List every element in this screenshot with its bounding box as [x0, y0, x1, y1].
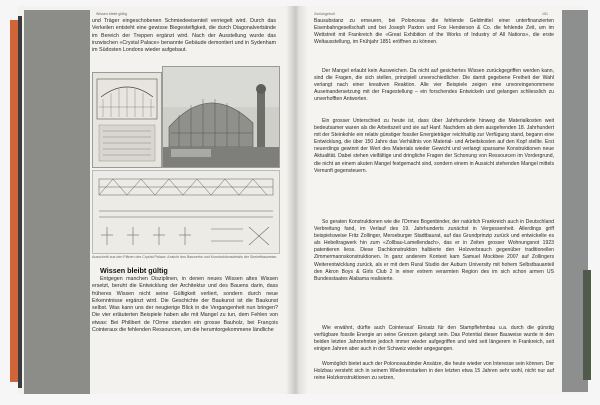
right-paragraph-5: Wie erwähnt, dürfte auch Cointeraux' Einsatz für den Stampflehmbau u.a. durch die günstig verfügbare fossile Energie an seine Grenzen gelangt sein. Das Potential dieser Bauweise wurde in den beiden letzten Jahrzehnten jedoch immer wieder aufgegriffen und wird seit längerem in Frankreich, seit einigen Jahren aber auch in der Schweiz wieder angegangen. — [314, 325, 554, 353]
engraving-figure — [92, 72, 162, 168]
left-body-paragraph: Entgegen manchen Disziplinen, in denen neues Wissen altes Wissen ersetzt, beruht die Entwicklung der Architektur und des Bauens darin, dass früheres Wissen nicht seine Gültigkeit verliert, sondern durch neue Erkenntnisse ergänzt wird. Die Geschichte der Baukunst ist die Baukunst selbst. Was kann uns der neugierige Blick in die Vergangenheit nun bringen? Die vier erläuterten Beispiele haben alle mit Mangel zu tun, dem Fehlen von etwas: Bei Philibert de l'Orme standen ein grosse Bauholz, bei François Cointeraux die fehlenden Ressourcen, um die herumtorgekommene ländliche — [92, 276, 278, 334]
right-paragraph-4: So geraten Konstruktionen wie die l'Ormes Bogenbinder, der natürlich Frankreich auch in Deutschland Verbreitung fand, im Verlauf des 19. Jahrhunderts zunächst in Vergessenheit. Allerdings griff beispielsweise Fritz Zollinger, Merseburger Stadtbaurat, auf das Grundprinzip zurück und entwickelte es als Hebeltragwerk hin zum «Zollbau-Lamellendach», das er in Zeiten grosser Wohnungsnot 1923 patentieren liess. Diese Dachkonstruktion halbierte den Holzverbrauch gegenüber traditionellen Zimmermannskonstruktionen. In ganz anderem Kontext kam Samuel Mockbee 2007 auf Zollingers Weiterentwicklung zurück, als er mit dem Rural Studio der Auburn University mit hohem Selbstbauanteil den Akron Boys & Girls Club 2 in einer extrem verarmten Region des im sich schon armen US Bundesstaates Alabama realisierte. — [314, 219, 554, 282]
right-paragraph-6: Womöglich bietet auch der Polonceaubinder Ansätze, die heute wieder von Interesse sein können. Der Holzbau versteht sich in seinem Wiedererstarken in den letzten etwa 15 Jahren sehr wohl, nicht nur auf reine Holzkonstruktionen zu setzen, — [314, 361, 554, 382]
left-top-paragraph: und Träger eingeschobenen Schmiedeeisenteil verriegelt wird. Durch das Verkeilen entsteht eine gewisse Biegesteifigkeit, die durch Diagonalverbände im Bereich der Treppen ergänzt wird. Nach der Ausstellung wurde das inzwischen «Crystal Palace» benannte Gebäude demontiert und in Sydenham im Südosten Londons wieder aufgebaut. — [92, 18, 276, 54]
truss-elevation-drawing-icon — [93, 171, 279, 253]
section-heading: Wissen bleibt gültig — [100, 266, 168, 275]
crystal-palace-engraving-icon — [93, 73, 161, 167]
right-paragraph-1: Bausubstanz zu erneuern, bei Polonceau die fehlende Geldmittel einer unterfinanzierten Eisenbahngesellschaft und bei Joseph Paxton und Fox Henderson & Co. die fehlende Zeit, um im Wettstreit mit Frankreich die «Great Exhibition of the Works of Industry of All Nations», die erste Weltausstellung, im Frühjahr 1851 eröffnen zu können. — [314, 18, 554, 46]
right-paragraph-3: Ein grosser Unterschied zu heute ist, dass über Jahrhunderte hinweg die Materialkosten weit bedeutsamer waren als die Arbeitszeit und sie auf Hanf. Nachdem ab dem ausgehenden 18. Jahrhundert mit der Steinkohle ein relativ günstiger fossiler Energieträger reichhaltig zur Verfügung stand, begann eine Entwicklung, die über 150 Jahre das Verhältnis von Material- und Arbeitskosten auf den Kopf stellte. Erst neuerdings gewinnt der Wert des Materials wieder Gewicht und verlangt sparsame Konstruktionen neue Aktualität. Dabei stehen vielfältige und dringliche Fragen der Schonung von Ressourcen im Vordergrund, die nicht an einem akuten Mangel festgemacht sind, sondern einem in Aussicht stehenden Mangel mittels Vernunft gegensteuern. — [314, 118, 554, 174]
left-running-head: Wissen bleibt gültig — [96, 12, 127, 16]
glass-hall-photo-icon — [163, 67, 279, 167]
technical-drawing — [92, 170, 280, 254]
crystal-palace-photo — [162, 66, 280, 168]
figure-caption: Ausschnitt aus den Plänen des Crystal Palace; Ansicht des Bauwerks und Konstruktionsdetails der Skelettbauweise. — [92, 255, 278, 259]
right-running-head: Zurückgeholt — [314, 12, 335, 16]
page-number-right: 151 — [542, 12, 548, 16]
left-page-grey-margin — [24, 10, 90, 394]
right-paragraph-2: Der Mangel erlaubt kein Ausweichen. Da nicht auf gesichertes Wissen zurückgegriffen werden kann, sind die Fragen, die sich stellen, prinzipiell unverschiedlicher. Die damit gegebene Freiheit der Wahl verlangt nach einer kreativen Reaktion. Alle vier Beispiele zeigen eine unvoreingenommene Auseinandersetzung mit der Fragestellung – ein forschendes Entwickeln und gelangen schliesslich zu unverhofften Antworten. — [314, 68, 554, 103]
book-spine-edge — [18, 16, 22, 388]
book-gutter-shadow — [286, 6, 308, 394]
page-stack-edge — [583, 270, 591, 380]
